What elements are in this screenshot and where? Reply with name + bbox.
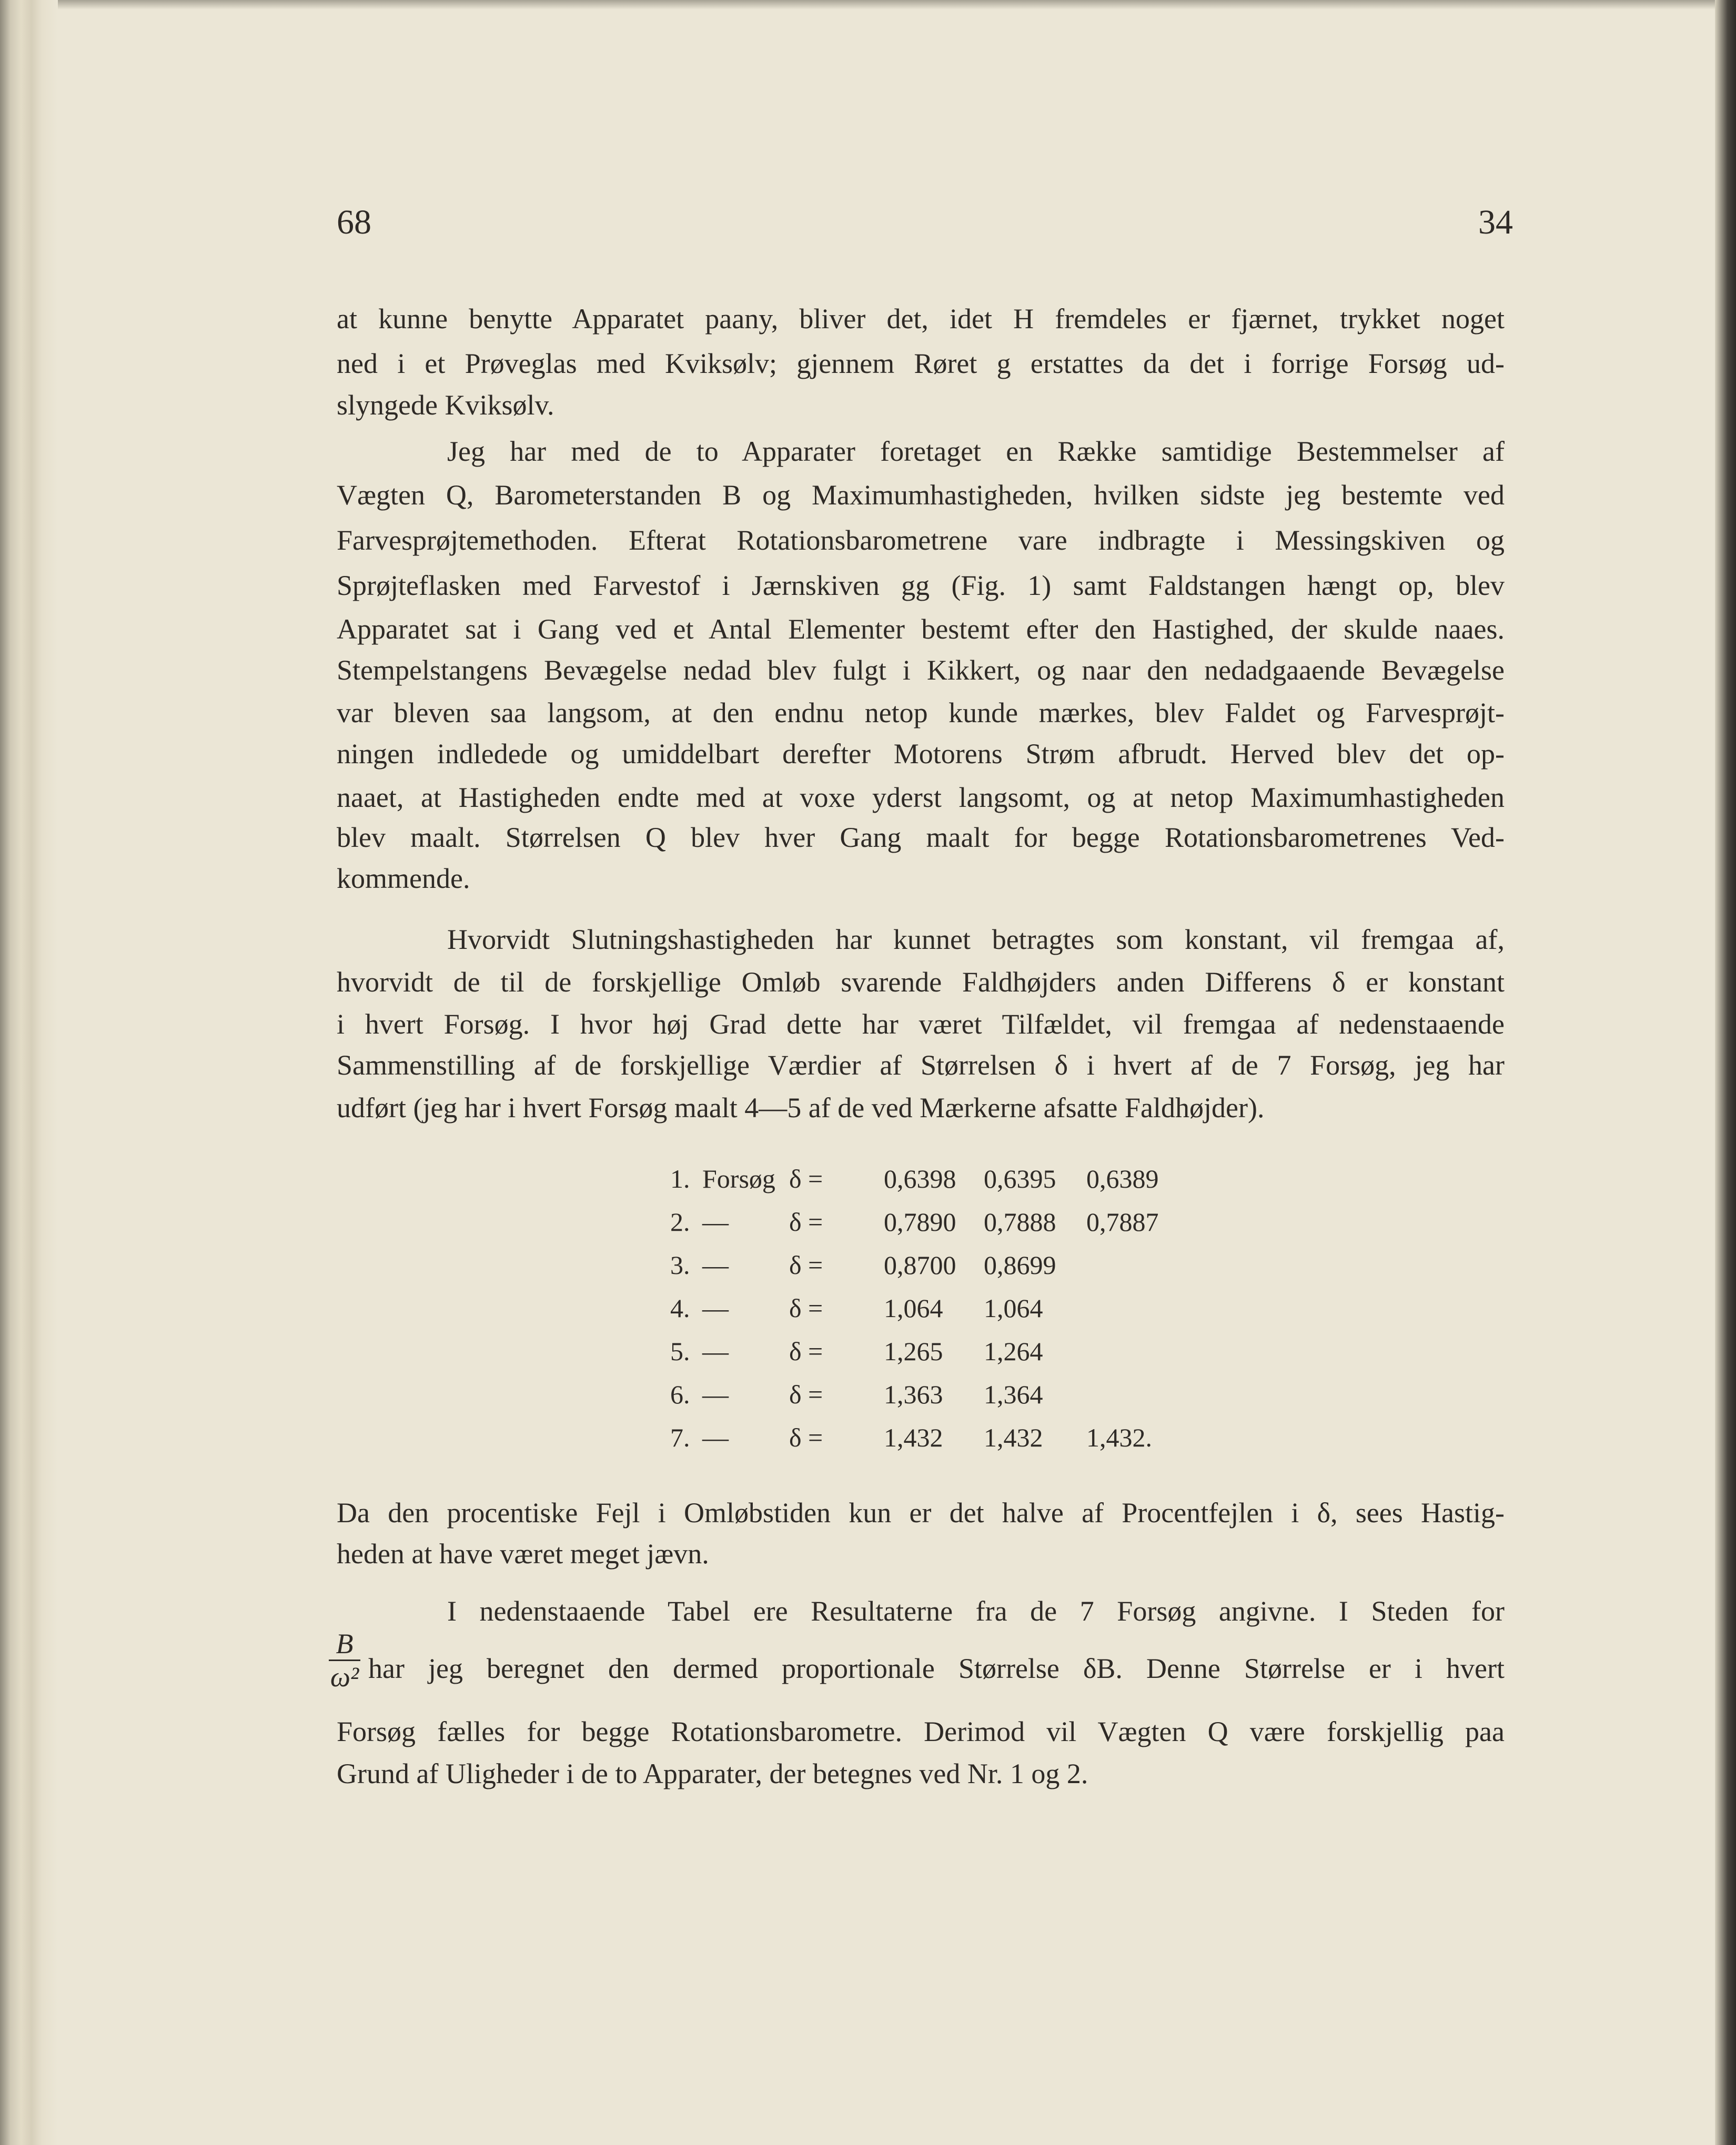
- row-label: Forsøg: [702, 1164, 775, 1193]
- paragraph-line: I nedenstaaende Tabel ere Resultaterne fra de 7 Forsøg angivne. I Steden for: [447, 1595, 1505, 1627]
- paragraph-line: Farvesprøjtemethoden. Efterat Rotationsbarometrene vare indbragte i Messingskiven og: [337, 524, 1505, 556]
- value-1: 0,8700: [884, 1250, 956, 1280]
- page-number-right: 34: [1478, 203, 1513, 241]
- paragraph-line: var bleven saa langsom, at den endnu netop kunde mærkes, blev Faldet og Farvesprøjt-: [337, 697, 1505, 729]
- delta-symbol: δ =: [789, 1337, 823, 1366]
- value-2: 1,364: [984, 1380, 1043, 1409]
- value-2: 1,432: [984, 1423, 1043, 1452]
- value-3: 0,6389: [1086, 1164, 1159, 1193]
- paragraph-line: Jeg har med de to Apparater foretaget en Række samtidige Bestemmelser af: [447, 436, 1505, 467]
- row-number: 4.: [670, 1293, 690, 1323]
- paragraph-line: Sammenstilling af de forskjellige Værdier af Størrelsen δ i hvert af de 7 Forsøg, jeg har: [337, 1049, 1505, 1081]
- paragraph-line: ningen indledede og umiddelbart derefter Motorens Strøm afbrudt. Herved blev det op-: [337, 738, 1505, 770]
- paragraph-line: Vægten Q, Barometerstanden B og Maximumhastigheden, hvilken sidste jeg bestemte ved: [337, 479, 1505, 511]
- delta-symbol: δ =: [789, 1207, 823, 1237]
- fraction-numerator: B: [329, 1628, 360, 1661]
- paragraph-line: Apparatet sat i Gang ved et Antal Elementer bestemt efter den Hastighed, der skulde naaes.: [337, 613, 1505, 645]
- row-number: 5.: [670, 1337, 690, 1366]
- value-1: 0,7890: [884, 1207, 956, 1237]
- delta-symbol: δ =: [789, 1293, 823, 1323]
- delta-symbol: δ =: [789, 1380, 823, 1409]
- value-3: 0,7887: [1086, 1207, 1159, 1237]
- paragraph-line: blev maalt. Størrelsen Q blev hver Gang maalt for begge Rotationsbarometrenes Ved-: [337, 822, 1505, 853]
- paragraph-line: at kunne benytte Apparatet paany, bliver det, idet H fremdeles er fjærnet, trykket noget: [337, 303, 1505, 335]
- paragraph-line: naaet, at Hastigheden endte med at voxe yderst langsomt, og at netop Maximumhastigheden: [337, 782, 1505, 813]
- delta-symbol: δ =: [789, 1250, 823, 1280]
- paragraph-line: kommende.: [337, 863, 470, 894]
- row-label: —: [702, 1380, 729, 1409]
- delta-symbol: δ =: [789, 1164, 823, 1193]
- page-edge-top: [0, 0, 1736, 9]
- row-label: —: [702, 1250, 729, 1280]
- row-number: 2.: [670, 1207, 690, 1237]
- row-label: —: [702, 1423, 729, 1452]
- paragraph-line: Hvorvidt Slutningshastigheden har kunnet betragtes som konstant, vil fremgaa af,: [447, 924, 1505, 955]
- row-number: 7.: [670, 1423, 690, 1452]
- row-number: 3.: [670, 1250, 690, 1280]
- row-number: 6.: [670, 1380, 690, 1409]
- paragraph-line: hvorvidt de til de forskjellige Omløb svarende Faldhøjders anden Differens δ er konstant: [337, 966, 1505, 998]
- value-1: 1,265: [884, 1337, 943, 1366]
- paragraph-line: ned i et Prøveglas med Kviksølv; gjennem Røret g erstattes da det i forrige Forsøg ud-: [337, 348, 1505, 379]
- value-1: 1,432: [884, 1423, 943, 1452]
- paragraph-line: Stempelstangens Bevægelse nedad blev fulgt i Kikkert, og naar den nedadgaaende Bevægelse: [337, 654, 1505, 686]
- value-3: 1,432.: [1086, 1423, 1152, 1452]
- page-edge-right: [1715, 0, 1736, 2145]
- fraction-denominator: ω²: [330, 1661, 359, 1693]
- value-2: 1,264: [984, 1337, 1043, 1366]
- value-2: 0,7888: [984, 1207, 1056, 1237]
- value-1: 1,363: [884, 1380, 943, 1409]
- value-1: 1,064: [884, 1293, 943, 1323]
- paragraph-line: har jeg beregnet den dermed proportionale Størrelse δB. Denne Størrelse er i hvert: [368, 1653, 1505, 1684]
- paragraph-line: i hvert Forsøg. I hvor høj Grad dette har været Tilfældet, vil fremgaa af nedenstaaende: [337, 1008, 1505, 1040]
- paragraph-line: Sprøjteflasken med Farvestof i Jærnskiven gg (Fig. 1) samt Faldstangen hængt op, blev: [337, 570, 1505, 601]
- fraction-b-over-omega-squared: [329, 1628, 360, 1693]
- value-2: 0,8699: [984, 1250, 1056, 1280]
- row-label: —: [702, 1207, 729, 1237]
- paragraph-line: udført (jeg har i hvert Forsøg maalt 4—5 af de ved Mærkerne afsatte Faldhøjder).: [337, 1092, 1265, 1124]
- paragraph-line: Forsøg fælles for begge Rotationsbarometre. Derimod vil Vægten Q være forskjellig paa: [337, 1716, 1505, 1747]
- paragraph-line: Grund af Uligheder i de to Apparater, der betegnes ved Nr. 1 og 2.: [337, 1758, 1088, 1789]
- paragraph-line: heden at have været meget jævn.: [337, 1538, 709, 1570]
- value-2: 0,6395: [984, 1164, 1056, 1193]
- paragraph-line: Da den procentiske Fejl i Omløbstiden kun er det halve af Procentfejlen i δ, sees Hastig-: [337, 1497, 1505, 1529]
- value-1: 0,6398: [884, 1164, 956, 1193]
- row-number: 1.: [670, 1164, 690, 1193]
- value-2: 1,064: [984, 1293, 1043, 1323]
- page-number-left: 68: [337, 203, 371, 241]
- paragraph-line: slyngede Kviksølv.: [337, 389, 554, 421]
- delta-symbol: δ =: [789, 1423, 823, 1452]
- book-binding-edge: [0, 0, 58, 2145]
- row-label: —: [702, 1337, 729, 1366]
- row-label: —: [702, 1293, 729, 1323]
